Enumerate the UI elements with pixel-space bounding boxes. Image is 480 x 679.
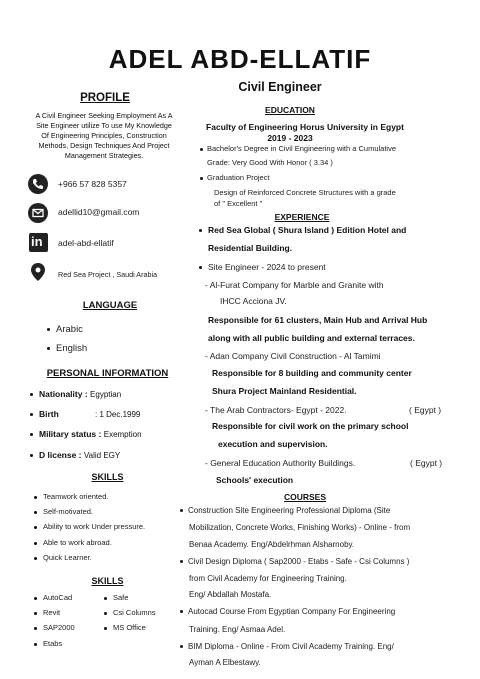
course-item-cont: Ayman A Elbestawy.	[189, 658, 261, 667]
bullet-icon	[30, 433, 33, 436]
software-item	[104, 608, 156, 617]
personal-label: D license :	[39, 450, 82, 460]
course-item	[180, 607, 395, 616]
profile-summary	[14, 111, 194, 161]
bullet-icon	[30, 454, 33, 457]
skill-item	[34, 522, 145, 531]
bullet-icon	[104, 597, 107, 600]
course-item	[180, 642, 394, 651]
personal-info-heading: PERSONAL INFORMATION	[46, 368, 169, 379]
graduation-project-label: Graduation Project	[207, 173, 270, 182]
profile-heading: PROFILE	[80, 92, 130, 104]
education-years: 2019 - 2023	[267, 133, 313, 143]
skill-label: Teamwork oriented.	[43, 492, 109, 501]
experience-company-cont: IHCC Acciona JV.	[220, 296, 287, 306]
graduation-project-grade: of " Excellent "	[214, 199, 263, 208]
experience-responsibility: Responsible for civil work on the primary school	[212, 421, 409, 431]
profile-line: Site Engineer utilize To use My Knowledge	[36, 121, 172, 130]
email-address: adellid10@gmail.com	[58, 207, 140, 217]
candidate-name: ADEL ABD-ELLATIF	[108, 44, 372, 74]
course-item-cont: Benaa Academy. Eng/Abdelrhman Alsharnoby.	[189, 540, 355, 549]
course-item-cont: Training. Eng/ Asmaa Adel.	[189, 625, 286, 634]
courses-heading: COURSES	[283, 492, 327, 502]
bullet-icon	[180, 509, 183, 512]
course-text: BIM Diploma - Online - From Civil Academy Training. Eng/	[188, 642, 394, 651]
education-faculty: Faculty of Engineering Horus University in Egypt	[206, 122, 404, 132]
software-label: AutoCad	[43, 593, 73, 602]
bullet-icon	[30, 393, 33, 396]
education-grade: Grade: Very Good With Honor ( 3.34 )	[207, 158, 333, 167]
bullet-icon	[199, 266, 202, 269]
skill-item	[34, 492, 108, 501]
bullet-icon	[47, 347, 50, 350]
experience-company: - General Education Authority Buildings.	[205, 458, 356, 468]
course-text: Autocad Course From Egyptian Company For Engineering	[188, 607, 396, 616]
experience-company: - The Arab Contractors- Egypt - 2022.	[205, 405, 347, 415]
software-item	[104, 593, 128, 602]
graduation-project	[200, 173, 270, 182]
bullet-icon	[34, 496, 37, 499]
linkedin-icon: in	[29, 233, 48, 252]
skill-label: Self-motivated.	[43, 507, 94, 516]
bullet-icon	[30, 413, 33, 416]
experience-responsibility-cont: execution and supervision.	[218, 439, 328, 449]
degree-text: Bachelor's Degree in Civil Engineering with a Cumulative	[207, 144, 397, 153]
language-heading: LANGUAGE	[82, 300, 138, 311]
personal-row-license	[30, 450, 120, 460]
profile-line: A Civil Engineer Seeking Employment As A	[35, 111, 173, 120]
skill-label: Quick Learner.	[43, 553, 92, 562]
course-item-cont: from Civil Academy for Engineering Training.	[189, 574, 347, 583]
software-item	[34, 608, 60, 617]
bullet-icon	[34, 542, 37, 545]
software-item	[34, 593, 72, 602]
skill-item	[34, 538, 112, 547]
linkedin-handle: adel-abd-ellatif	[58, 238, 114, 248]
experience-responsibility: Responsible for 8 building and community center	[212, 368, 412, 378]
course-item	[180, 506, 390, 515]
role-text: Site Engineer - 2024 to present	[208, 262, 326, 272]
experience-responsibility: Responsible for 61 clusters, Main Hub and Arrival Hub	[208, 315, 428, 325]
bullet-icon	[34, 643, 37, 646]
skill-item	[34, 507, 93, 516]
skill-item	[34, 553, 92, 562]
course-item-cont: Eng/ Abdallah Mostafa.	[189, 590, 272, 599]
language-label: Arabic	[56, 324, 83, 335]
profile-line: Of Engineering Principles, Construction	[41, 131, 167, 140]
language-item	[47, 324, 83, 335]
personal-row-nationality	[30, 389, 121, 399]
course-item	[180, 557, 409, 566]
software-skills-heading: SKILLS	[91, 576, 124, 586]
personal-value: Exemption	[103, 430, 142, 439]
software-item	[34, 639, 62, 648]
bullet-icon	[104, 627, 107, 630]
project-title: Red Sea Global ( Shura Island ) Edition Hotel and	[208, 225, 407, 235]
course-item-cont: Mobilization, Concrete Works, Finishing Works) - Online - from	[189, 523, 411, 532]
profile-line: Methods, Design Techniques And Project	[38, 141, 170, 150]
phone-icon	[28, 174, 48, 194]
software-label: SAP2000	[43, 623, 75, 632]
software-label: Etabs	[43, 639, 63, 648]
personal-row-military	[30, 429, 142, 439]
language-label: English	[56, 343, 88, 354]
skills-heading: SKILLS	[91, 472, 124, 482]
software-item	[104, 623, 146, 632]
experience-location: ( Egypt )	[410, 458, 443, 468]
location-text: Red Sea Project , Saudi Arabia	[58, 270, 158, 279]
bullet-icon	[180, 560, 183, 563]
bullet-icon	[34, 627, 37, 630]
language-item	[47, 343, 87, 354]
skill-label: Ability to work Under pressure.	[43, 522, 146, 531]
software-label: Csi Columns	[113, 608, 156, 617]
software-label: Safe	[113, 593, 129, 602]
software-item	[34, 623, 75, 632]
graduation-project-desc: Design of Reinforced Concrete Structures with a grade	[214, 188, 396, 197]
job-title: Civil Engineer	[238, 80, 322, 94]
experience-role	[199, 262, 326, 272]
bullet-icon	[180, 645, 183, 648]
bullet-icon	[180, 610, 183, 613]
email-icon	[28, 203, 48, 223]
bullet-icon	[34, 526, 37, 529]
personal-label: Military status :	[39, 429, 102, 439]
education-heading: EDUCATION	[265, 105, 315, 115]
experience-heading: EXPERIENCE	[274, 212, 330, 222]
bullet-icon	[34, 511, 37, 514]
experience-company: - Adan Company Civil Construction - Al Tamimi	[205, 351, 381, 361]
bullet-icon	[34, 557, 37, 560]
bullet-icon	[200, 177, 203, 180]
software-label: Revit	[43, 608, 61, 617]
location-pin-icon	[31, 263, 45, 286]
course-text: Construction Site Engineering Professional Diploma (Site	[188, 506, 391, 515]
personal-label: Birth	[39, 409, 59, 419]
bullet-icon	[34, 597, 37, 600]
software-label: MS Office	[113, 623, 146, 632]
phone-number: +966 57 828 5357	[58, 179, 127, 189]
profile-line: Management Strategies.	[64, 151, 144, 160]
bullet-icon	[47, 328, 50, 331]
education-degree	[200, 144, 396, 153]
bullet-icon	[200, 148, 203, 151]
experience-project-cont: Residential Building.	[208, 243, 293, 253]
experience-location: ( Egypt )	[409, 405, 442, 415]
course-text: Civil Design Diploma ( Sap2000 - Etabs - Safe - Csi Columns )	[188, 557, 410, 566]
personal-row-birth	[30, 409, 140, 419]
experience-company: - Al-Furat Company for Marble and Granite with	[205, 280, 384, 290]
experience-project	[199, 225, 406, 235]
bullet-icon	[34, 612, 37, 615]
bullet-icon	[199, 229, 202, 232]
personal-label: Nationality :	[39, 389, 88, 399]
personal-value: : 1 Dec.1999	[95, 410, 141, 419]
personal-value: Valid EGY	[83, 451, 121, 460]
experience-responsibility-cont: Shura Project Mainland Residential.	[212, 386, 357, 396]
bullet-icon	[104, 612, 107, 615]
personal-value: Egyptian	[90, 390, 122, 399]
experience-responsibility: Schools' execution	[216, 475, 294, 485]
skill-label: Able to work abroad.	[43, 538, 112, 547]
experience-responsibility-cont: along with all public building and external terraces.	[208, 333, 415, 343]
